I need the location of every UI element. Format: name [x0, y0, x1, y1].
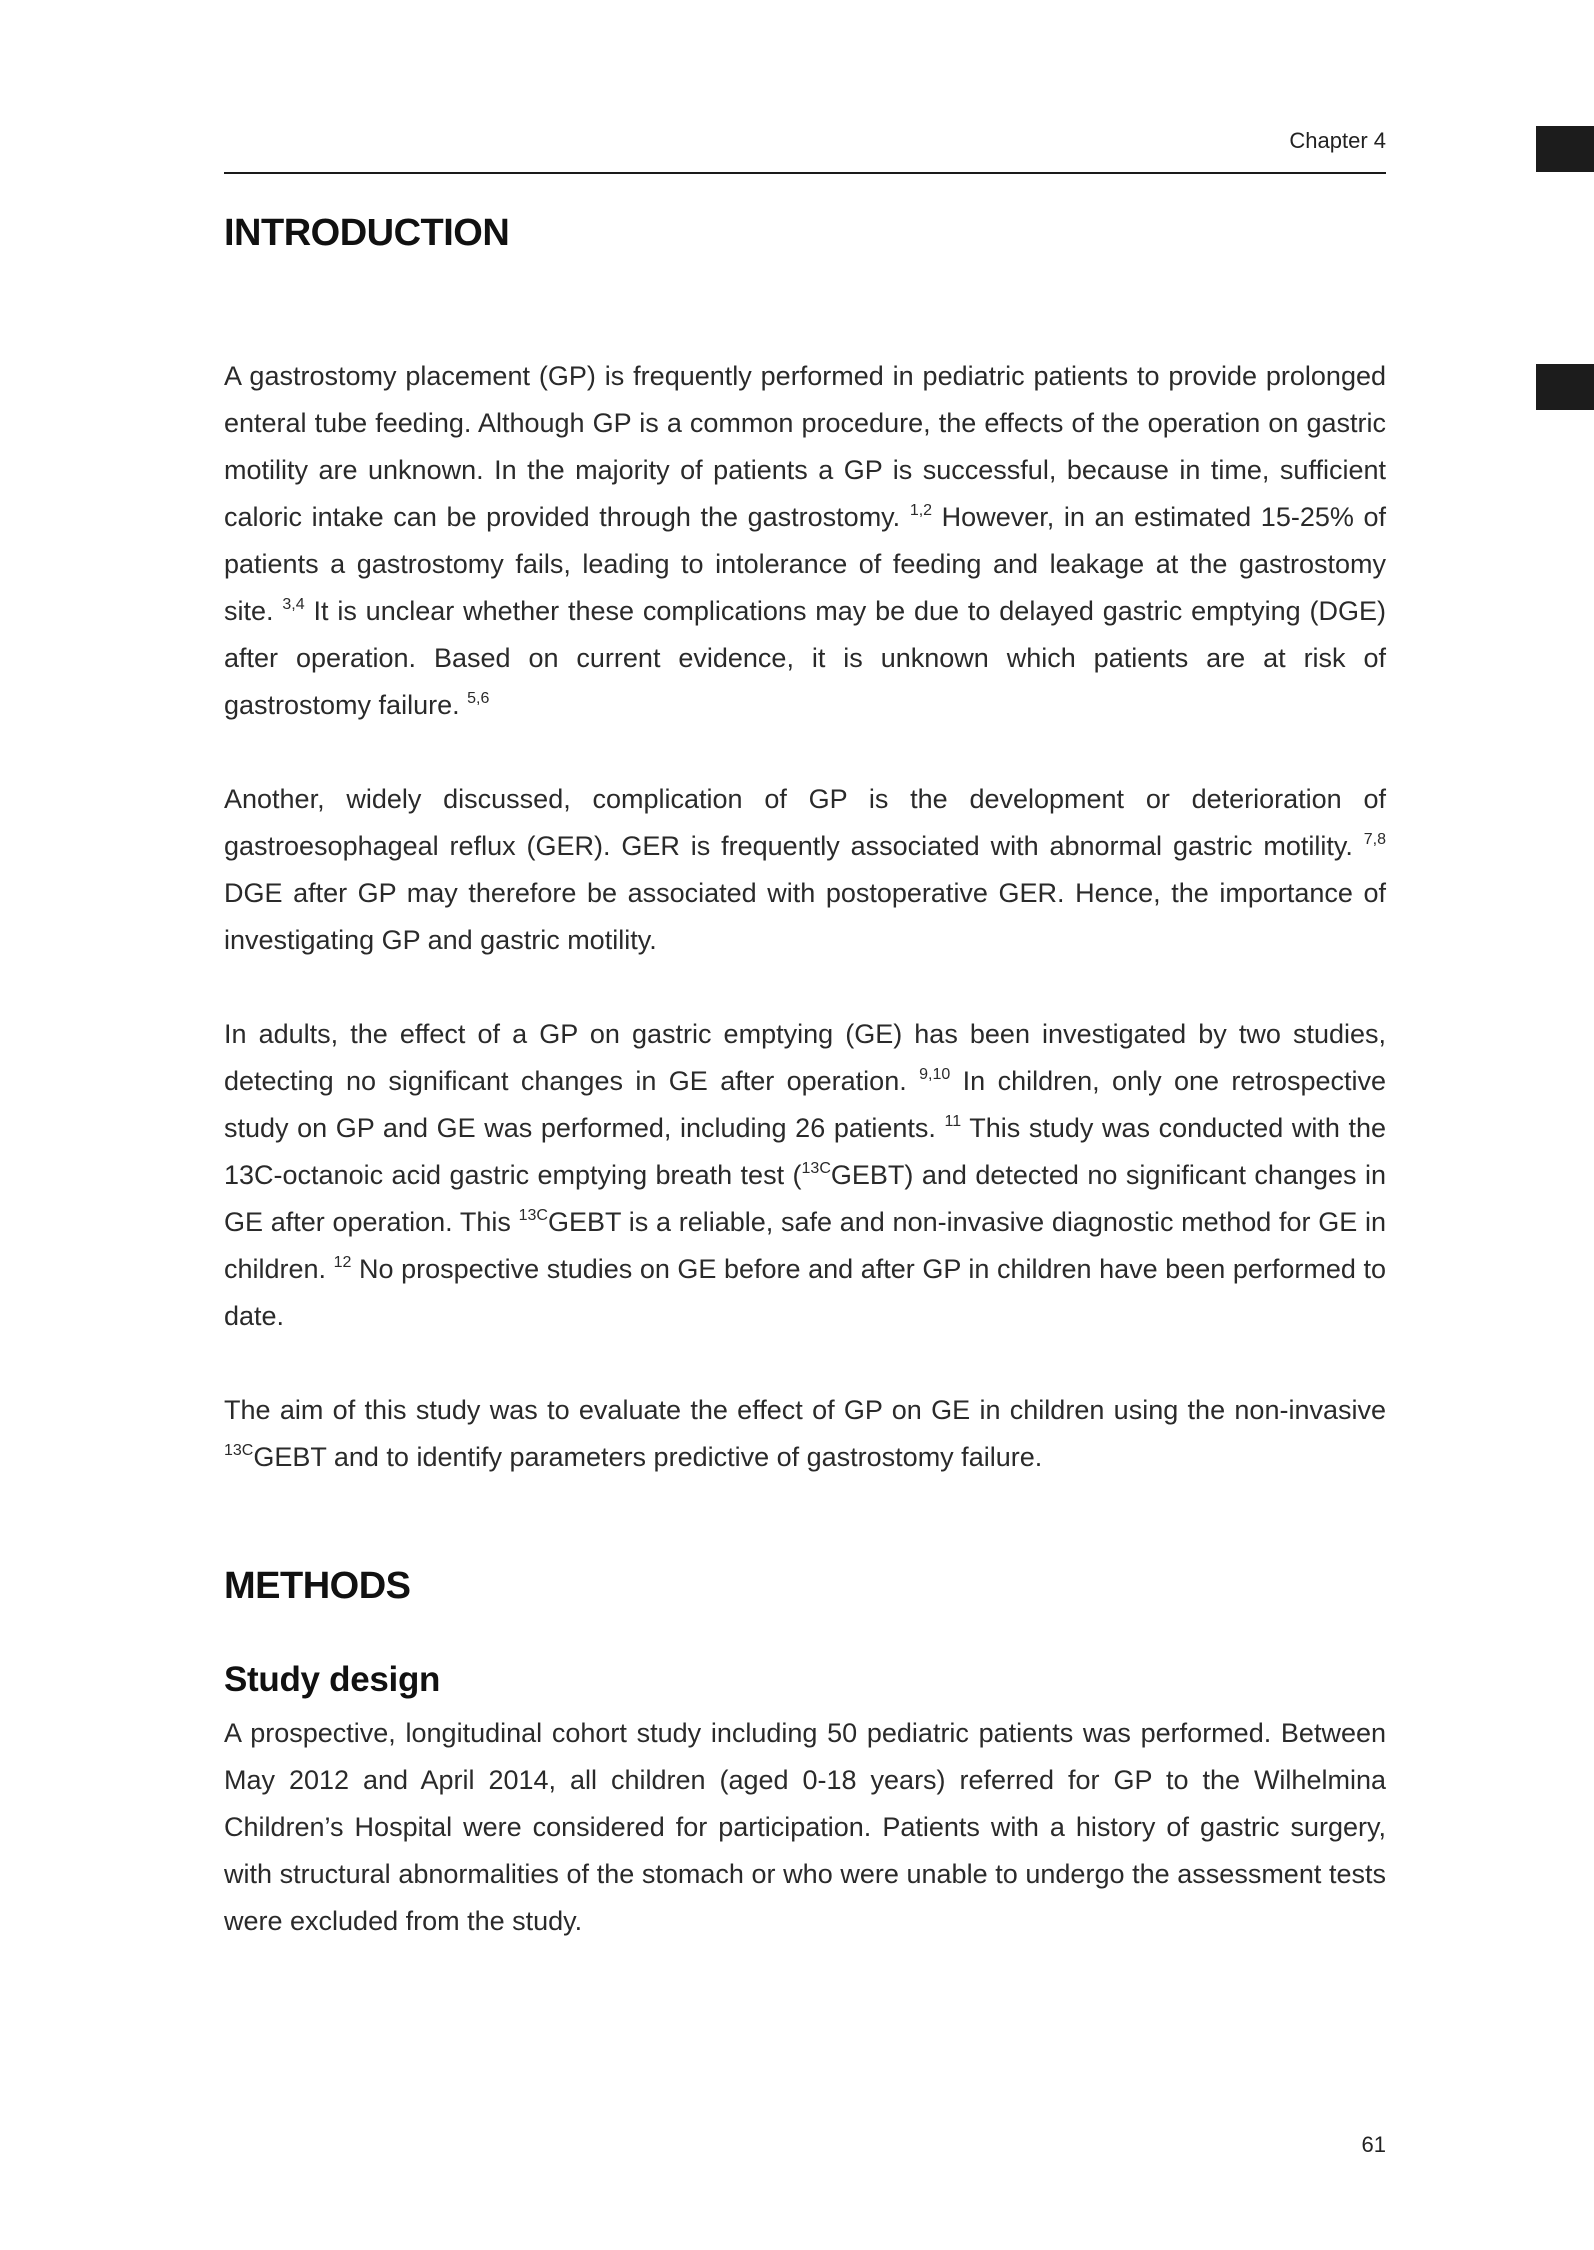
chapter-thumb-tab-marker	[1536, 364, 1594, 410]
text-run: It is unclear whether these complications may be due to delayed gastric emptying (DGE) after operation. Based on current evidence, it is unknown which patients are at risk of gastrostomy failure.	[224, 596, 1386, 720]
running-header	[224, 128, 1386, 174]
text-run: GEBT is a reliable, safe and non-invasive diagnostic method for GE in children.	[224, 1207, 1386, 1284]
isotope-superscript: 13C	[518, 1207, 548, 1224]
text-run: GEBT and to identify parameters predictive of gastrostomy failure.	[253, 1442, 1043, 1472]
text-run: No prospective studies on GE before and after GP in children have been performed to date.	[224, 1254, 1386, 1331]
introduction-paragraph-1	[224, 353, 1386, 729]
page-number: 61	[1361, 2132, 1386, 2157]
page-content	[224, 212, 1386, 1945]
reference-superscript: 1,2	[909, 502, 933, 519]
text-run: The aim of this study was to evaluate the effect of GP on GE in children using the non-invasive	[224, 1395, 1386, 1425]
reference-superscript: 9,10	[919, 1066, 951, 1083]
text-run: A gastrostomy placement (GP) is frequently performed in pediatric patients to provide prolonged enteral tube feeding. Although GP is a common procedure, the effects of the operation on gastric motility are unknown. In the majority of patients a GP is successful, because in time, sufficient caloric intake can be provided through the gastrostomy.	[224, 361, 1386, 532]
methods-heading: METHODS	[224, 1565, 411, 1607]
introduction-paragraph-3	[224, 1011, 1386, 1340]
reference-superscript: 12	[333, 1254, 352, 1271]
reference-superscript: 5,6	[467, 690, 490, 707]
reference-superscript: 3,4	[282, 596, 305, 613]
introduction-heading: INTRODUCTION	[224, 212, 510, 254]
text-run: However, in an estimated 15-25% of patients a gastrostomy fails, leading to intolerance of feeding and leakage at the gastrostomy site.	[224, 502, 1387, 626]
text-run: This study was conducted with the 13C-octanoic acid gastric emptying breath test (	[224, 1113, 1386, 1190]
text-run: In adults, the effect of a GP on gastric emptying (GE) has been investigated by two studies, detecting no significant changes in GE after operation.	[224, 1019, 1386, 1096]
text-run: GEBT) and detected no significant changes in GE after operation. This	[224, 1160, 1386, 1237]
text-run: Another, widely discussed, complication of GP is the development or deterioration of gastroesophageal reflux (GER). GER is frequently associated with abnormal gastric motility.	[224, 784, 1386, 861]
chapter-thumb-tab	[1536, 126, 1594, 172]
introduction-paragraph-4	[224, 1387, 1386, 1481]
study-design-heading: Study design	[224, 1660, 441, 1699]
isotope-superscript: 13C	[801, 1160, 831, 1177]
introduction-paragraph-2	[224, 776, 1386, 964]
isotope-superscript: 13C	[224, 1442, 254, 1459]
text-run: In children, only one retrospective study on GP and GE was performed, including 26 patients.	[224, 1066, 1386, 1143]
reference-superscript: 11	[944, 1113, 962, 1130]
study-design-paragraph: A prospective, longitudinal cohort study including 50 pediatric patients was performed. Between May 2012 and April 2014, all children (aged 0-18 years) referred for GP to the Wilhelmina Children’s Hospital were considered for participation. Patients with a history of gastric surgery, with structural abnormalities of the stomach or who were unable to undergo the assessment tests were excluded from the study.	[224, 1718, 1386, 1936]
reference-superscript: 7,8	[1363, 831, 1386, 848]
text-run: DGE after GP may therefore be associated with postoperative GER. Hence, the importance of investigating GP and gastric motility.	[224, 878, 1386, 955]
chapter-label: Chapter 4	[1289, 128, 1386, 153]
